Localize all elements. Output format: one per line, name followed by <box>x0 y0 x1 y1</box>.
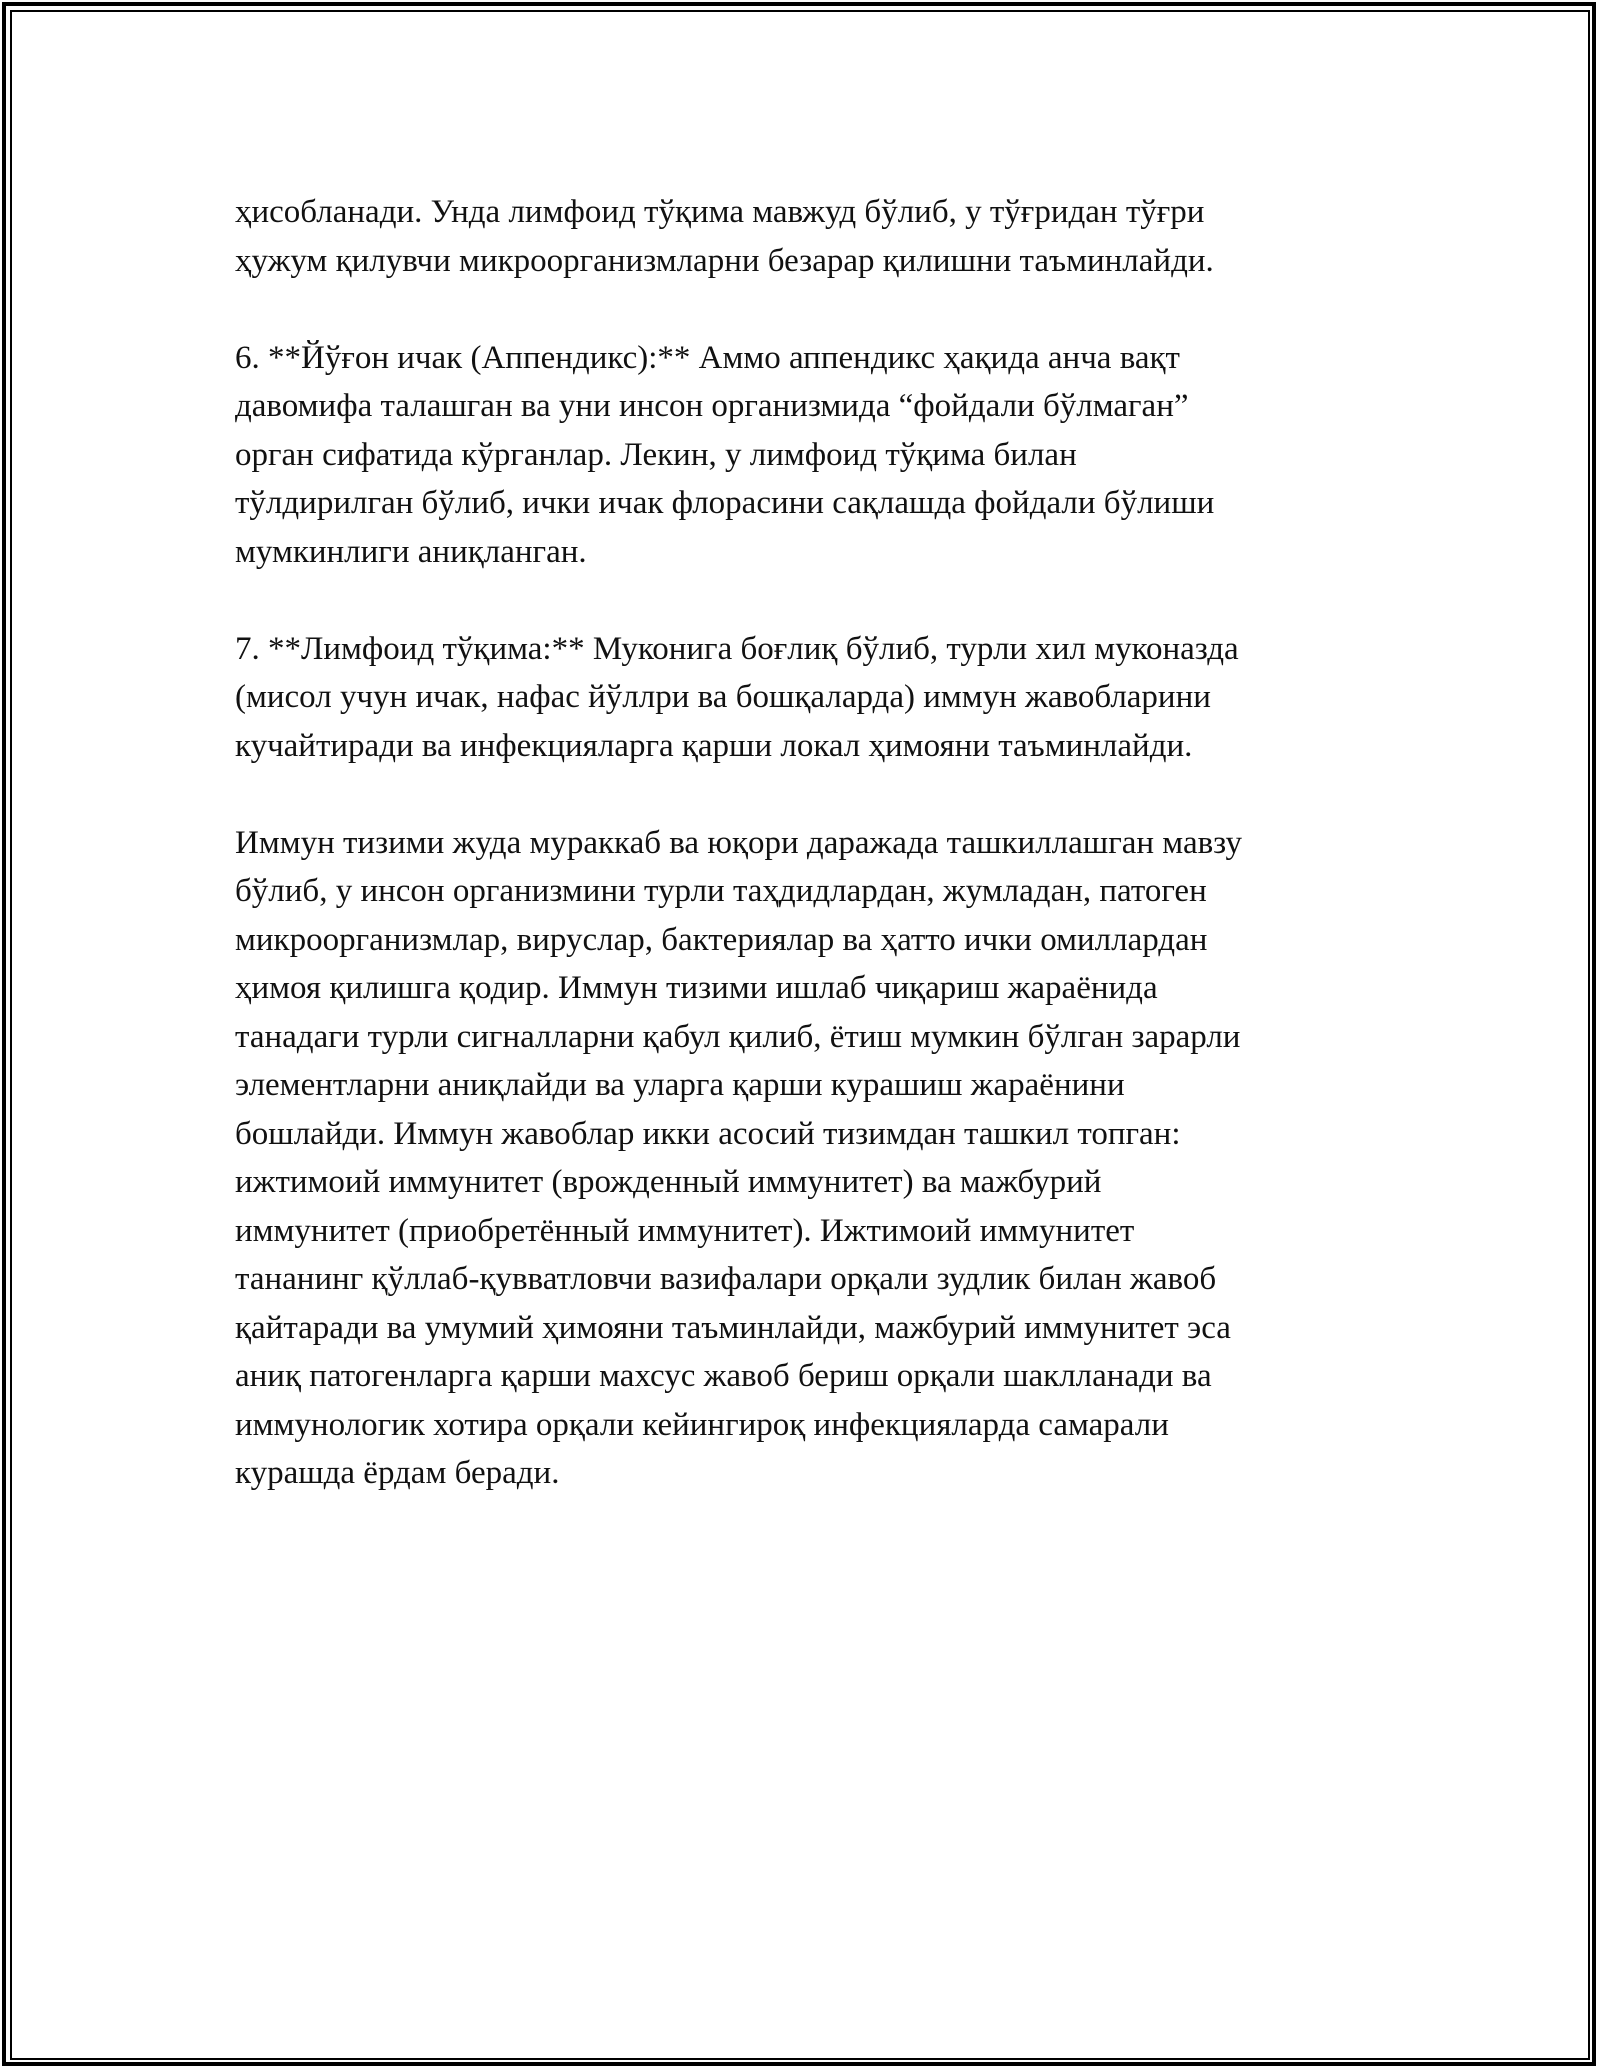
document-body <box>235 188 1375 1498</box>
paragraph-immune-system-summary: Иммун тизими жуда мураккаб ва юқори даражада ташкиллашган мавзу бўлиб, у инсон организмини турли таҳдидлардан, жумладан, патоген микроорганизмлар, вируслар, бактериялар ва ҳатто ички омиллардан ҳимоя қилишга қодир. Иммун тизими ишлаб чиқариш жараёнида танадаги турли сигналларни қабул қилиб, ётиш мумкин бўлган зарарли элементларни аниқлайди ва уларга қарши курашиш жараёнини бошлайди. Иммун жавоблар икки асосий тизимдан ташкил топган: ижтимоий иммунитет (врожденный иммунитет) ва мажбурий иммунитет (приобретённый иммунитет). Ижтимоий иммунитет тананинг қўллаб-қувватловчи вазифалари орқали зудлик билан жавоб қайтаради ва умумий ҳимояни таъминлайди, мажбурий иммунитет эса аниқ патогенларга қарши махсус жавоб бериш орқали шаклланади ва иммунологик хотира орқали кейингироқ инфекцияларда самарали курашда ёрдам беради. <box>235 824 1243 1491</box>
paragraph-appendix: 6. **Йўғон ичак (Аппендикс):** Аммо аппендикс ҳақида анча вақт давомифа талашган ва уни инсон организмида “фойдали бўлмаган” орган сифатида кўрганлар. Лекин, у лимфоид тўқима билан тўлдирилган бўлиб, ички ичак флорасини сақлашда фойдали бўлиши мумкинлиги аниқланган. <box>235 339 1215 570</box>
paragraph-lymphoid-tissue: 7. **Лимфоид тўқима:** Муконига боғлиқ бўлиб, турли хил муконазда (мисол учун ичак, нафас йўллри ва бошқаларда) иммун жавобларини кучайтиради ва инфекцияларга қарши локал ҳимояни таъминлайди. <box>235 630 1239 764</box>
paragraph-continuation: ҳисобланади. Унда лимфоид тўқима мавжуд бўлиб, у тўғридан тўғри ҳужум қилувчи микроорганизмларни безарар қилишни таъминлайди. <box>235 194 1214 279</box>
